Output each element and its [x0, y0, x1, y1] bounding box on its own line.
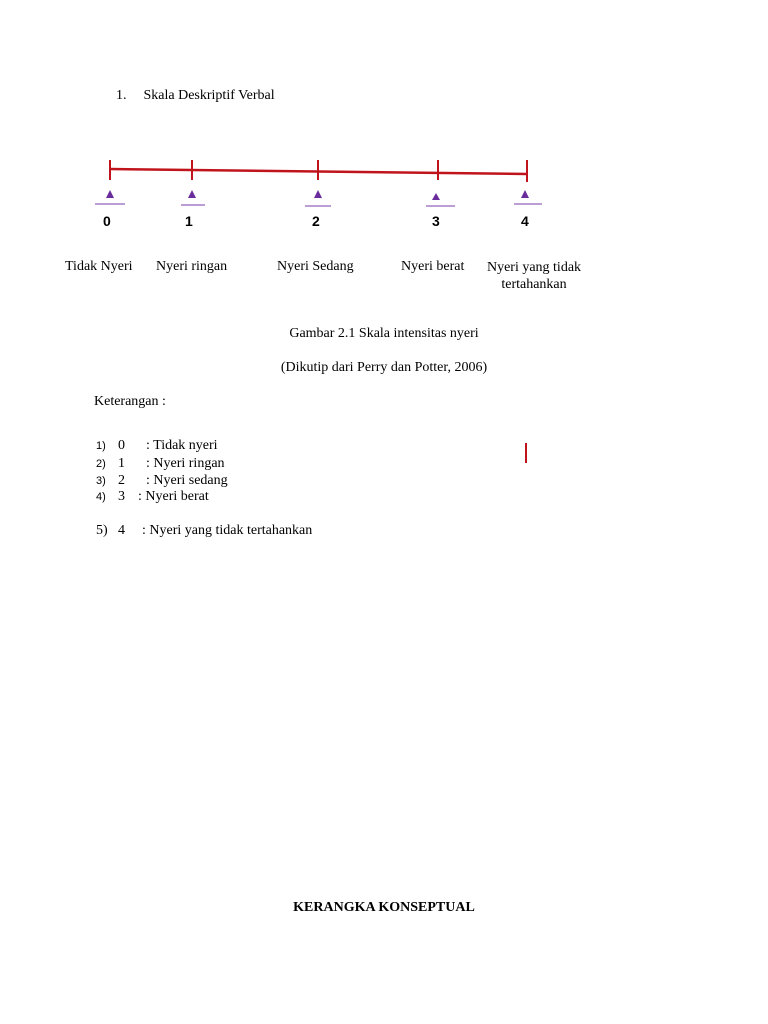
pain-scale-graphic: [0, 0, 768, 240]
legend-item: [96, 489, 209, 505]
legend-item-text: : Nyeri sedang: [146, 473, 228, 488]
scale-label-1: Nyeri ringan: [156, 259, 228, 274]
legend-item-text: : Nyeri yang tidak tertahankan: [142, 523, 313, 538]
legend-item: [96, 438, 218, 454]
legend-item-value: 1: [118, 456, 125, 471]
legend-item-value: 4: [118, 523, 125, 538]
scale-label-4: [480, 259, 588, 293]
scale-value-0: 0: [103, 213, 111, 229]
legend-item: [96, 456, 225, 472]
scale-value-4: 4: [521, 213, 529, 229]
legend-item-text: : Tidak nyeri: [146, 438, 218, 453]
arrow-up-icon: [106, 190, 114, 198]
legend-item-text: : Nyeri ringan: [146, 456, 225, 471]
legend-heading: Keterangan :: [94, 394, 166, 409]
scale-value-3: 3: [432, 213, 440, 229]
figure-caption: Gambar 2.1 Skala intensitas nyeri: [289, 326, 479, 341]
arrow-up-icon: [432, 193, 440, 200]
scale-label-3: Nyeri berat: [401, 259, 465, 274]
legend-item-index: 4): [96, 491, 106, 503]
legend-item-index: 5): [96, 523, 108, 538]
legend-item: [96, 523, 312, 539]
legend-item-index: 2): [96, 458, 106, 470]
section-number: 1.: [116, 88, 127, 103]
legend-item-value: 3: [118, 489, 125, 504]
scale-label-4-line1: Nyeri yang tidak: [486, 260, 582, 275]
stray-tick-mark: [520, 440, 532, 466]
arrow-up-icon: [188, 190, 196, 198]
scale-label-2: Nyeri Sedang: [277, 259, 354, 274]
legend-item: [96, 473, 228, 489]
section-heading-kerangka: KERANGKA KONSEPTUAL: [293, 900, 475, 915]
legend-item-text: : Nyeri berat: [138, 489, 209, 504]
scale-value-2: 2: [312, 213, 320, 229]
figure-source: (Dikutip dari Perry dan Potter, 2006): [280, 360, 488, 375]
scale-label-0: Tidak Nyeri: [65, 259, 133, 274]
legend-item-index: 3): [96, 475, 106, 487]
section-title: Skala Deskriptif Verbal: [143, 88, 275, 103]
legend-item-value: 0: [118, 438, 125, 453]
scale-value-1: 1: [185, 213, 193, 229]
arrow-up-icon: [314, 190, 322, 198]
scale-label-4-line2: tertahankan: [501, 277, 567, 292]
legend-item-index: 1): [96, 440, 106, 452]
arrow-up-icon: [521, 190, 529, 198]
legend-item-value: 2: [118, 473, 125, 488]
